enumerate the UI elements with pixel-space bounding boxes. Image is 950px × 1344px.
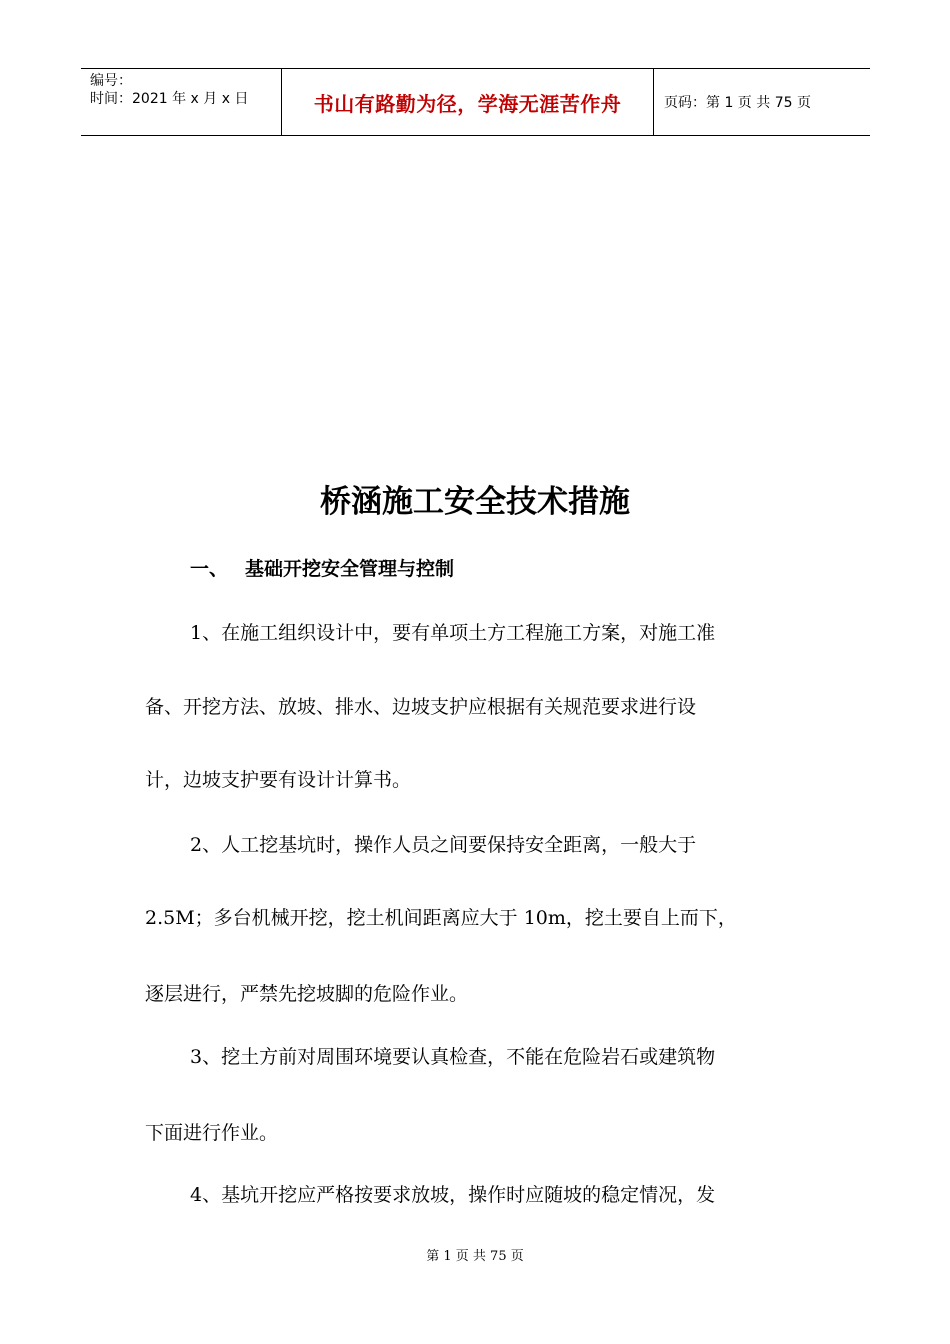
body-line-8: 下面进行作业。 — [145, 1122, 279, 1144]
body-line-9: 4、基坑开挖应严格按要求放坡，操作时应随坡的稳定情况，发 — [190, 1184, 716, 1206]
body-line-3: 计，边坡支护要有设计计算书。 — [145, 769, 412, 791]
body-line-5: 2.5M；多台机械开挖，挖土机间距离应大于 10m，挖土要自上而下， — [145, 907, 737, 929]
header-table — [81, 68, 870, 136]
header-right-cell — [654, 69, 870, 135]
section-number: 一、 — [190, 558, 229, 580]
section-heading — [190, 554, 454, 581]
header-middle-cell — [282, 69, 654, 135]
section-title: 基础开挖安全管理与控制 — [245, 558, 455, 580]
body-line-7: 3、挖土方前对周围环境要认真检查，不能在危险岩石或建筑物 — [190, 1046, 716, 1068]
document-title: 桥涵施工安全技术措施 — [320, 484, 630, 520]
body-line-1: 1、在施工组织设计中，要有单项土方工程施工方案，对施工准 — [190, 622, 716, 644]
body-line-6: 逐层进行，严禁先挖坡脚的危险作业。 — [145, 983, 469, 1005]
page-footer: 第 1 页 共 75 页 — [426, 1249, 524, 1264]
header-left-cell — [81, 69, 282, 135]
body-line-4: 2、人工挖基坑时，操作人员之间要保持安全距离，一般大于 — [190, 834, 697, 856]
page-info: 页码：第 1 页 共 75 页 — [664, 95, 811, 111]
body-line-2: 备、开挖方法、放坡、排水、边坡支护应根据有关规范要求进行设 — [145, 696, 697, 718]
code-label: 编号： — [90, 73, 132, 89]
motto-text: 书山有路勤为径，学海无涯苦作舟 — [313, 91, 622, 116]
date-label: 时间：2021 年 x 月 x 日 — [90, 91, 249, 107]
